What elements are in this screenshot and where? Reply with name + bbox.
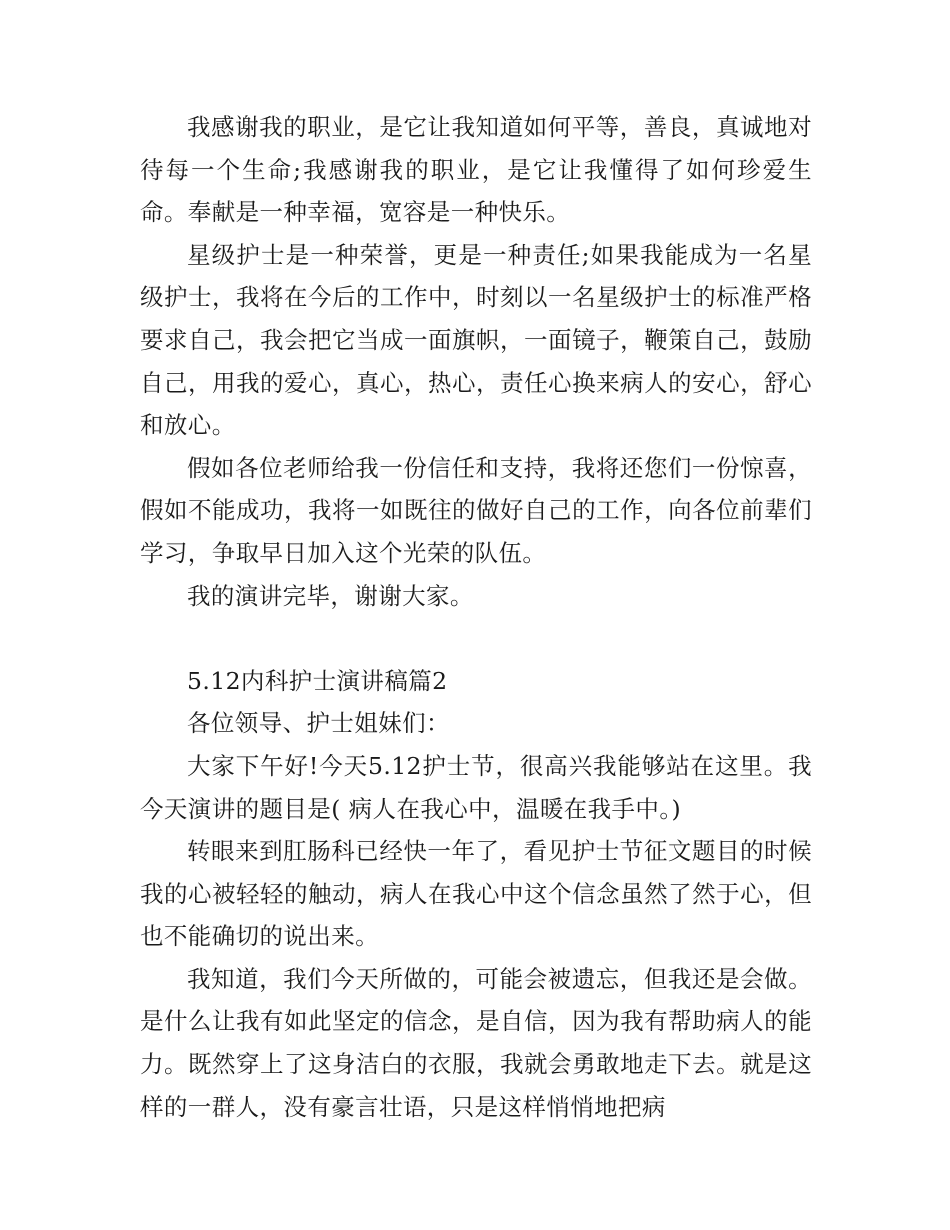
paragraph-anorectal-dept: 转眼来到肛肠科已经快一年了，看见护士节征文题目的时候我的心被轻轻的触动，病人在我心中这个信念虽然了然于心，但也不能确切的说出来。 [140, 837, 812, 951]
paragraph-gratitude: 我感谢我的职业，是它让我知道如何平等，善良，真诚地对待每一个生命;我感谢我的职业，是它让我懂得了如何珍爱生命。奉献是一种幸福，宽容是一种快乐。 [140, 113, 812, 227]
document-body [140, 106, 812, 1128]
greeting: 各位领导、护士姐妹们： [187, 709, 450, 738]
paragraph-opening: 大家下午好!今天5.12护士节，很高兴我能够站在这里。我今天演讲的题目是( 病人在我心中，温暖在我手中。) [140, 751, 812, 823]
paragraph-closing: 我的演讲完毕，谢谢大家。 [187, 581, 474, 610]
paragraph-star-nurse: 星级护士是一种荣誉，更是一种责任;如果我能成为一名星级护士，我将在今后的工作中，时刻以一名星级护士的标准严格要求自己，我会把它当成一面旗帜，一面镜子，鞭策自己，鼓励自己，用我的爱心，真心，热心，责任心换来病人的安心，舒心和放心。 [140, 240, 812, 440]
paragraph-trust-support: 假如各位老师给我一份信任和支持，我将还您们一份惊喜，假如不能成功，我将一如既往的做好自己的工作，向各位前辈们学习，争取早日加入这个光荣的队伍。 [140, 453, 812, 567]
paragraph-belief: 我知道，我们今天所做的，可能会被遗忘，但我还是会做。是什么让我有如此坚定的信念，是自信，因为我有帮助病人的能力。既然穿上了这身洁白的衣服，我就会勇敢地走下去。就是这样的一群人，没有豪言壮语，只是这样悄悄地把病 [140, 964, 812, 1121]
section-heading: 5.12内科护士演讲稿篇2 [187, 666, 448, 695]
section-spacer [140, 617, 812, 660]
